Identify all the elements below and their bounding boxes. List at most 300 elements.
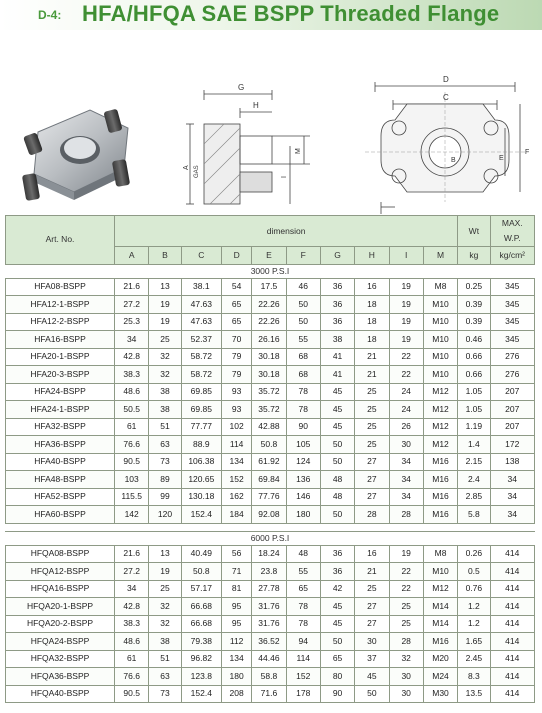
table-cell: 50: [286, 313, 320, 331]
table-row: [6, 488, 535, 506]
table-cell: 27: [355, 471, 389, 489]
table-cell: 61.92: [252, 453, 286, 471]
table-cell: 24: [389, 383, 423, 401]
table-cell: 162: [222, 488, 252, 506]
art-no-cell: HFA24-BSPP: [6, 383, 115, 401]
art-no-cell: HFA20-3-BSPP: [6, 366, 115, 384]
label-m: M: [295, 148, 302, 154]
table-cell: 35.72: [252, 401, 286, 419]
table-cell: 25: [389, 615, 423, 633]
table-cell: 184: [222, 506, 252, 524]
pressure-section-row: [6, 264, 535, 278]
table-cell: 89: [149, 471, 181, 489]
table-cell: 63: [149, 668, 181, 686]
side-view-drawing: [180, 54, 330, 224]
table-cell: M12: [423, 418, 457, 436]
column-header-g: G: [320, 247, 354, 265]
table-cell: 51: [149, 650, 181, 668]
table-cell: 50: [286, 296, 320, 314]
table-cell: 55: [286, 563, 320, 581]
table-cell: 21: [355, 366, 389, 384]
page-header: [0, 0, 542, 34]
table-cell: 13: [149, 545, 181, 563]
table-cell: 16: [355, 545, 389, 563]
table-cell: 41: [320, 366, 354, 384]
table-cell: 0.39: [458, 313, 490, 331]
label-b: B: [451, 157, 456, 164]
section-gap-cell: [6, 523, 535, 531]
table-cell: 51: [149, 418, 181, 436]
table-cell: 16: [355, 278, 389, 296]
table-cell: 63: [149, 436, 181, 454]
table-cell: 27.78: [252, 580, 286, 598]
table-cell: 146: [286, 488, 320, 506]
table-cell: 103: [115, 471, 149, 489]
table-cell: 78: [286, 383, 320, 401]
table-cell: 68: [286, 366, 320, 384]
table-row: [6, 598, 535, 616]
table-cell: 30: [389, 668, 423, 686]
table-cell: M12: [423, 436, 457, 454]
table-cell: 90.5: [115, 685, 149, 703]
pressure-section-label: 3000 P.S.I: [6, 264, 535, 278]
table-cell: 414: [490, 598, 534, 616]
table-cell: 25: [355, 401, 389, 419]
table-cell: 45: [320, 383, 354, 401]
table-cell: 90: [286, 418, 320, 436]
table-cell: 38: [149, 383, 181, 401]
table-cell: 73: [149, 685, 181, 703]
table-cell: 123.8: [181, 668, 221, 686]
table-cell: 27: [355, 615, 389, 633]
table-cell: 61: [115, 418, 149, 436]
column-header-c: C: [181, 247, 221, 265]
table-cell: 1.05: [458, 401, 490, 419]
maxwp-line-1: MAX.: [501, 218, 523, 228]
table-cell: 71: [222, 563, 252, 581]
table-cell: 41: [320, 348, 354, 366]
table-cell: 152.4: [181, 506, 221, 524]
art-no-cell: HFA52-BSPP: [6, 488, 115, 506]
table-cell: 172: [490, 436, 534, 454]
column-header-a: A: [115, 247, 149, 265]
page-title: HFA/HFQA SAE BSPP Threaded Flange: [82, 1, 500, 26]
table-cell: 94: [286, 633, 320, 651]
table-row: [6, 506, 535, 524]
table-cell: M8: [423, 278, 457, 296]
table-cell: 31.76: [252, 598, 286, 616]
table-cell: M10: [423, 366, 457, 384]
table-cell: 18: [355, 313, 389, 331]
table-cell: 24: [389, 401, 423, 419]
table-cell: 25: [355, 383, 389, 401]
table-cell: 65: [286, 580, 320, 598]
table-cell: 142: [115, 506, 149, 524]
table-cell: 48: [320, 488, 354, 506]
label-h: H: [253, 101, 259, 110]
table-cell: 66.68: [181, 598, 221, 616]
table-cell: 414: [490, 545, 534, 563]
art-no-cell: HFQA16-BSPP: [6, 580, 115, 598]
table-cell: 58.72: [181, 366, 221, 384]
table-cell: 22.26: [252, 313, 286, 331]
table-cell: M10: [423, 331, 457, 349]
table-cell: 180: [286, 506, 320, 524]
table-cell: 32: [149, 598, 181, 616]
table-cell: 2.15: [458, 453, 490, 471]
table-cell: 18: [355, 331, 389, 349]
table-row: [6, 580, 535, 598]
column-header-h: H: [355, 247, 389, 265]
table-row: [6, 331, 535, 349]
table-cell: 36: [320, 563, 354, 581]
table-cell: 19: [389, 278, 423, 296]
table-cell: 23.8: [252, 563, 286, 581]
wt-unit: kg: [458, 247, 490, 265]
table-row: [6, 313, 535, 331]
table-cell: 414: [490, 580, 534, 598]
table-cell: 36: [320, 545, 354, 563]
table-row: [6, 615, 535, 633]
art-no-cell: HFQA12-BSPP: [6, 563, 115, 581]
table-cell: 112: [222, 633, 252, 651]
table-cell: 79: [222, 366, 252, 384]
table-cell: 180: [222, 668, 252, 686]
table-cell: 79: [222, 348, 252, 366]
table-cell: 99: [149, 488, 181, 506]
table-cell: 114: [222, 436, 252, 454]
table-cell: 22: [389, 348, 423, 366]
wp-unit: kg/cm²: [490, 247, 534, 265]
art-no-cell: HFA16-BSPP: [6, 331, 115, 349]
table-cell: 70: [222, 331, 252, 349]
table-cell: 30: [389, 436, 423, 454]
table-cell: 1.4: [458, 436, 490, 454]
table-cell: 22: [389, 563, 423, 581]
table-cell: 45: [320, 615, 354, 633]
table-cell: M10: [423, 313, 457, 331]
column-header-m: M: [423, 247, 457, 265]
table-cell: 79.38: [181, 633, 221, 651]
table-row: [6, 436, 535, 454]
table-cell: 0.39: [458, 296, 490, 314]
table-cell: 48.6: [115, 383, 149, 401]
table-cell: 21: [355, 348, 389, 366]
table-cell: 130.18: [181, 488, 221, 506]
table-cell: 19: [149, 296, 181, 314]
table-cell: 90.5: [115, 453, 149, 471]
table-cell: 276: [490, 366, 534, 384]
table-cell: 69.84: [252, 471, 286, 489]
table-cell: M12: [423, 401, 457, 419]
spec-table-body: [6, 264, 535, 703]
art-no-cell: HFA24-1-BSPP: [6, 401, 115, 419]
table-cell: 134: [222, 650, 252, 668]
table-cell: 25.3: [115, 313, 149, 331]
table-cell: M8: [423, 545, 457, 563]
label-g: G: [238, 83, 245, 92]
table-cell: 50.8: [181, 563, 221, 581]
table-cell: 0.26: [458, 545, 490, 563]
table-cell: M12: [423, 580, 457, 598]
table-cell: M10: [423, 296, 457, 314]
table-cell: 95: [222, 615, 252, 633]
table-cell: 26: [389, 418, 423, 436]
table-cell: 13: [149, 278, 181, 296]
table-cell: 35.72: [252, 383, 286, 401]
label-a: A: [183, 165, 190, 170]
table-cell: 93: [222, 401, 252, 419]
table-cell: 27: [355, 488, 389, 506]
maxwp-header: [490, 216, 534, 247]
art-no-cell: HFQA24-BSPP: [6, 633, 115, 651]
table-cell: 76.6: [115, 668, 149, 686]
table-cell: 93: [222, 383, 252, 401]
table-cell: 27: [355, 598, 389, 616]
art-no-cell: HFQA08-BSPP: [6, 545, 115, 563]
wt-header: Wt: [458, 216, 490, 247]
label-gas: GAS: [194, 165, 200, 178]
table-cell: M12: [423, 383, 457, 401]
table-cell: 48: [320, 471, 354, 489]
table-cell: 56: [222, 545, 252, 563]
table-cell: 276: [490, 348, 534, 366]
table-cell: 28: [355, 506, 389, 524]
table-cell: 77.76: [252, 488, 286, 506]
table-cell: 48: [286, 545, 320, 563]
table-cell: 136: [286, 471, 320, 489]
maxwp-line-2: W.P.: [503, 233, 521, 243]
table-cell: 30.18: [252, 366, 286, 384]
table-cell: 42.8: [115, 348, 149, 366]
section-gap: [6, 523, 535, 531]
table-cell: 31.76: [252, 615, 286, 633]
table-cell: 50: [320, 436, 354, 454]
table-cell: 48.6: [115, 633, 149, 651]
table-cell: 414: [490, 650, 534, 668]
table-cell: 0.25: [458, 278, 490, 296]
table-cell: 38: [320, 331, 354, 349]
table-cell: 0.66: [458, 348, 490, 366]
table-cell: 38.1: [181, 278, 221, 296]
table-cell: 208: [222, 685, 252, 703]
table-cell: 58.72: [181, 348, 221, 366]
table-cell: 42.8: [115, 598, 149, 616]
table-cell: 102: [222, 418, 252, 436]
table-cell: 25: [355, 418, 389, 436]
table-cell: 152: [222, 471, 252, 489]
table-cell: 345: [490, 313, 534, 331]
table-row: [6, 650, 535, 668]
table-cell: 178: [286, 685, 320, 703]
art-no-header: Art. No.: [6, 216, 115, 265]
table-cell: 55: [286, 331, 320, 349]
table-cell: 18: [355, 296, 389, 314]
table-row: [6, 366, 535, 384]
table-cell: 152.4: [181, 685, 221, 703]
table-cell: M14: [423, 615, 457, 633]
table-cell: 27.2: [115, 296, 149, 314]
table-cell: 207: [490, 401, 534, 419]
table-cell: 77.77: [181, 418, 221, 436]
table-cell: 34: [115, 580, 149, 598]
table-cell: 120: [149, 506, 181, 524]
table-cell: 27.2: [115, 563, 149, 581]
table-cell: 46: [286, 278, 320, 296]
figures: [0, 34, 542, 212]
table-cell: 65: [222, 313, 252, 331]
table-cell: 34: [490, 506, 534, 524]
table-cell: 30: [389, 685, 423, 703]
table-cell: 28: [389, 633, 423, 651]
table-row: [6, 453, 535, 471]
table-cell: 96.82: [181, 650, 221, 668]
table-cell: 38.3: [115, 366, 149, 384]
table-row: [6, 278, 535, 296]
flange-photo: [20, 94, 140, 214]
table-cell: 5.8: [458, 506, 490, 524]
table-cell: M20: [423, 650, 457, 668]
table-cell: 71.6: [252, 685, 286, 703]
column-header-i: I: [389, 247, 423, 265]
table-cell: 50: [320, 506, 354, 524]
table-cell: 114: [286, 650, 320, 668]
table-cell: 36: [320, 278, 354, 296]
table-cell: 414: [490, 633, 534, 651]
table-cell: 1.2: [458, 598, 490, 616]
art-no-cell: HFA12-1-BSPP: [6, 296, 115, 314]
art-no-cell: HFA20-1-BSPP: [6, 348, 115, 366]
table-cell: 38.3: [115, 615, 149, 633]
table-cell: 25: [149, 331, 181, 349]
table-cell: 40.49: [181, 545, 221, 563]
table-cell: 45: [320, 598, 354, 616]
column-header-e: E: [252, 247, 286, 265]
table-cell: 30: [355, 633, 389, 651]
table-cell: 106.38: [181, 453, 221, 471]
table-cell: 32: [149, 615, 181, 633]
table-cell: 88.9: [181, 436, 221, 454]
table-cell: 80: [320, 668, 354, 686]
art-no-cell: HFA32-BSPP: [6, 418, 115, 436]
table-cell: 19: [389, 331, 423, 349]
table-row: [6, 545, 535, 563]
table-cell: 2.85: [458, 488, 490, 506]
table-cell: 32: [389, 650, 423, 668]
label-e: E: [499, 155, 504, 162]
table-cell: 78: [286, 598, 320, 616]
table-cell: 61: [115, 650, 149, 668]
table-cell: 19: [389, 296, 423, 314]
column-header-d: D: [222, 247, 252, 265]
table-cell: 58.8: [252, 668, 286, 686]
pressure-section-label: 6000 P.S.I: [6, 531, 535, 545]
table-cell: 65: [222, 296, 252, 314]
table-cell: 38: [149, 401, 181, 419]
table-cell: 38: [149, 633, 181, 651]
table-cell: 25: [355, 436, 389, 454]
art-no-cell: HFQA36-BSPP: [6, 668, 115, 686]
table-cell: 69.85: [181, 383, 221, 401]
table-cell: M16: [423, 453, 457, 471]
table-cell: 50: [320, 453, 354, 471]
table-row: [6, 471, 535, 489]
table-cell: 21.6: [115, 278, 149, 296]
table-cell: 21: [355, 563, 389, 581]
table-cell: 45: [320, 401, 354, 419]
dimension-header: dimension: [115, 216, 458, 247]
table-cell: 22: [389, 580, 423, 598]
label-d: D: [443, 75, 449, 84]
table-cell: 414: [490, 615, 534, 633]
table-cell: 27: [355, 453, 389, 471]
table-cell: M10: [423, 348, 457, 366]
table-cell: 120.65: [181, 471, 221, 489]
table-cell: 90: [320, 685, 354, 703]
table-cell: 54: [222, 278, 252, 296]
table-cell: 21.6: [115, 545, 149, 563]
table-cell: 0.76: [458, 580, 490, 598]
table-cell: 34: [490, 488, 534, 506]
table-cell: 1.19: [458, 418, 490, 436]
table-cell: 134: [222, 453, 252, 471]
label-f: F: [525, 149, 530, 156]
table-row: [6, 563, 535, 581]
table-cell: 50: [320, 633, 354, 651]
table-row: [6, 296, 535, 314]
table-cell: 2.4: [458, 471, 490, 489]
table-cell: 37: [355, 650, 389, 668]
table-cell: 25: [355, 580, 389, 598]
table-cell: 18.24: [252, 545, 286, 563]
table-cell: 32: [149, 348, 181, 366]
table-cell: 57.17: [181, 580, 221, 598]
table-cell: 124: [286, 453, 320, 471]
table-cell: 68: [286, 348, 320, 366]
table-cell: 34: [115, 331, 149, 349]
table-cell: 414: [490, 685, 534, 703]
table-cell: M24: [423, 668, 457, 686]
table-row: [6, 401, 535, 419]
section-code: D-4:: [38, 8, 62, 22]
table-cell: 138: [490, 453, 534, 471]
table-cell: 19: [149, 563, 181, 581]
label-c: C: [443, 93, 449, 102]
table-cell: 76.6: [115, 436, 149, 454]
table-cell: 42: [320, 580, 354, 598]
art-no-cell: HFA48-BSPP: [6, 471, 115, 489]
table-cell: 0.46: [458, 331, 490, 349]
table-cell: 78: [286, 401, 320, 419]
table-cell: 0.66: [458, 366, 490, 384]
table-cell: 44.46: [252, 650, 286, 668]
table-cell: 1.65: [458, 633, 490, 651]
pressure-section-row: [6, 531, 535, 545]
table-cell: 345: [490, 278, 534, 296]
art-no-cell: HFA40-BSPP: [6, 453, 115, 471]
column-header-b: B: [149, 247, 181, 265]
table-cell: 45: [320, 418, 354, 436]
table-cell: 1.2: [458, 615, 490, 633]
art-no-cell: HFQA40-BSPP: [6, 685, 115, 703]
table-row: [6, 383, 535, 401]
table-cell: 26.16: [252, 331, 286, 349]
table-cell: 78: [286, 615, 320, 633]
table-cell: M16: [423, 488, 457, 506]
spec-table: [5, 215, 535, 703]
table-cell: 28: [389, 506, 423, 524]
table-cell: M16: [423, 506, 457, 524]
